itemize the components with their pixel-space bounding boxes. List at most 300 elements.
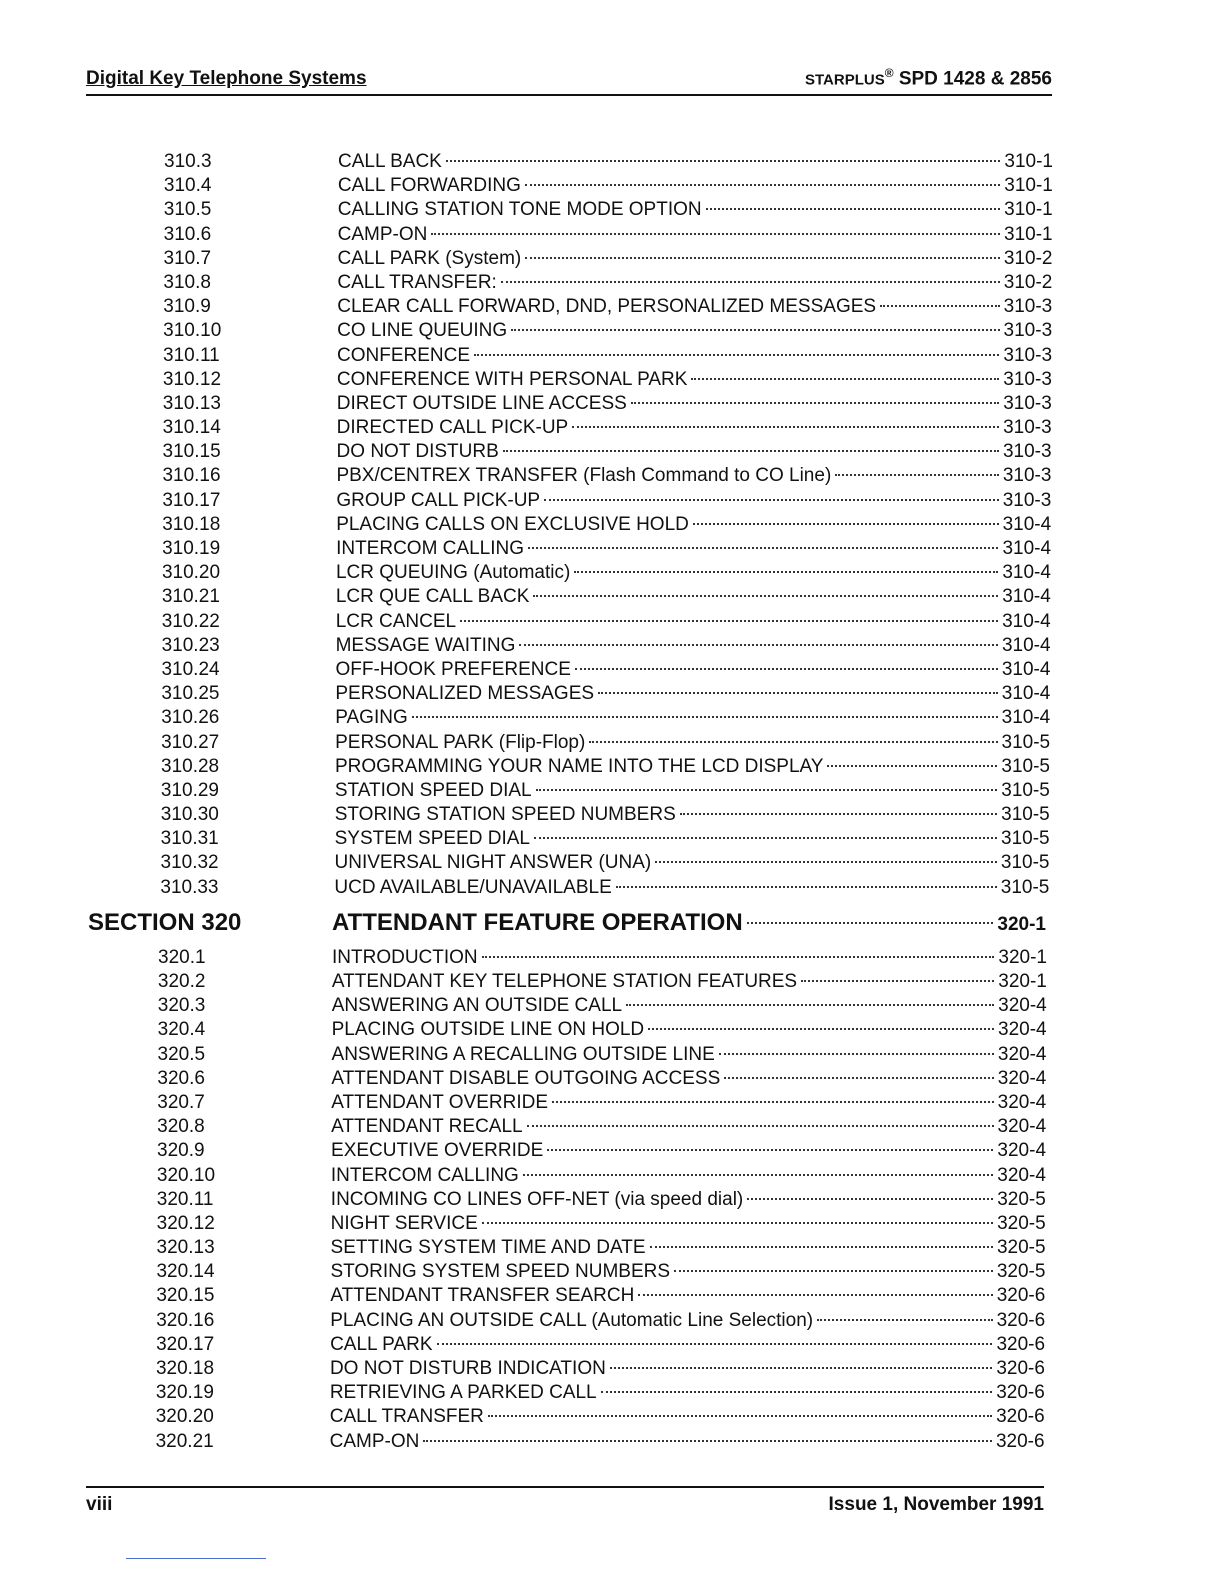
toc-row[interactable] xyxy=(0,319,1224,343)
entry-number: 320.11 xyxy=(156,1188,214,1210)
dot-leader xyxy=(525,257,1000,259)
entry-number: 310.20 xyxy=(161,562,221,584)
entry-page: 310-4 xyxy=(1001,658,1051,680)
entry-number: 310.33 xyxy=(160,876,219,898)
entry-title: PAGING xyxy=(335,707,408,729)
entry-page: 320-6 xyxy=(996,1333,1046,1355)
entry-number: 310.31 xyxy=(160,828,219,850)
entry-title-row xyxy=(331,1139,1046,1163)
entry-number: 320.5 xyxy=(157,1043,206,1065)
entry-title: DO NOT DISTURB INDICATION xyxy=(329,1358,606,1379)
dot-leader xyxy=(488,1415,992,1417)
entry-title-row xyxy=(336,537,1051,561)
toc-row[interactable] xyxy=(0,392,1224,416)
toc-row[interactable] xyxy=(0,706,1224,730)
dot-leader xyxy=(431,233,1000,235)
entry-title-row xyxy=(330,1260,1045,1284)
entry-title-row xyxy=(335,851,1050,875)
entry-page: 310-4 xyxy=(1001,707,1051,729)
toc-row[interactable] xyxy=(0,440,1224,464)
entry-page: 310-4 xyxy=(1001,634,1051,656)
entry-number: 320.6 xyxy=(157,1067,205,1089)
entry-title: EXECUTIVE OVERRIDE xyxy=(331,1140,544,1162)
dot-leader xyxy=(519,644,998,646)
entry-number: 310.22 xyxy=(161,610,220,632)
dot-leader xyxy=(638,1294,992,1296)
entry-page: 310-5 xyxy=(1001,731,1051,753)
entry-number: 320.3 xyxy=(157,995,206,1017)
toc-row[interactable] xyxy=(0,1260,1224,1284)
registered-mark: ® xyxy=(884,65,894,80)
entry-number: 310.6 xyxy=(163,223,212,245)
entry-title: PBX/CENTREX TRANSFER (Flash Command to CO Line) xyxy=(336,465,832,487)
toc-row[interactable] xyxy=(0,416,1224,440)
toc-row[interactable] xyxy=(0,779,1224,803)
entry-title: CALL FORWARDING xyxy=(337,175,521,197)
dot-leader xyxy=(626,1004,994,1006)
toc-row[interactable] xyxy=(0,1018,1224,1042)
entry-title: CONFERENCE xyxy=(337,344,471,366)
entry-number: 310.27 xyxy=(161,731,220,753)
dot-leader xyxy=(527,1125,994,1127)
entry-page: 320-1 xyxy=(998,946,1047,968)
toc-row[interactable] xyxy=(0,1309,1224,1333)
dot-leader xyxy=(616,886,997,888)
entry-page: 320-6 xyxy=(995,1430,1045,1452)
entry-title: INTRODUCTION xyxy=(332,946,478,968)
dot-leader xyxy=(547,1149,993,1151)
toc-row[interactable] xyxy=(0,1236,1224,1260)
entry-number: 310.17 xyxy=(162,489,221,511)
toc-row[interactable] xyxy=(0,1405,1224,1429)
entry-title-row xyxy=(330,1284,1045,1308)
entry-title-row xyxy=(337,319,1052,343)
entry-title: CALL TRANSFER: xyxy=(337,271,497,293)
toc-row[interactable] xyxy=(0,223,1224,247)
entry-title-row xyxy=(338,174,1053,198)
toc-row[interactable] xyxy=(0,561,1224,585)
dot-leader xyxy=(460,620,998,622)
dot-leader xyxy=(680,813,997,815)
toc-row[interactable] xyxy=(0,634,1224,658)
entry-page: 320-5 xyxy=(997,1212,1046,1234)
dot-leader xyxy=(482,956,995,958)
entry-page: 310-4 xyxy=(1002,513,1052,535)
header-product xyxy=(805,66,1052,90)
entry-number: 310.25 xyxy=(161,683,220,705)
toc-row[interactable] xyxy=(0,682,1224,706)
issue-date: Issue 1, November 1991 xyxy=(828,1494,1044,1515)
entry-number: 310.11 xyxy=(163,344,220,366)
entry-page: 310-1 xyxy=(1004,223,1053,245)
dot-leader xyxy=(706,208,1001,210)
entry-title: DO NOT DISTURB xyxy=(336,441,499,463)
entry-title-row xyxy=(335,658,1050,682)
entry-title: CALL BACK xyxy=(338,151,442,172)
dot-leader xyxy=(533,595,998,597)
entry-number: 310.28 xyxy=(161,755,220,777)
toc-row[interactable] xyxy=(0,1139,1224,1163)
dot-leader xyxy=(482,1222,993,1224)
entry-number: 310.29 xyxy=(160,779,219,801)
toc-row[interactable] xyxy=(0,1067,1224,1091)
entry-title: LCR QUEUING (Automatic) xyxy=(335,562,571,584)
entry-page: 310-5 xyxy=(1001,828,1050,850)
dot-leader xyxy=(446,160,1001,162)
table-of-contents xyxy=(0,150,1224,1454)
page-footer xyxy=(86,1486,1044,1518)
entry-page: 320-5 xyxy=(997,1188,1046,1210)
toc-row[interactable] xyxy=(0,1043,1224,1067)
entry-title-row xyxy=(330,1357,1045,1381)
dot-leader xyxy=(528,547,998,549)
entry-page: 320-4 xyxy=(997,1091,1047,1113)
dot-leader xyxy=(801,980,994,982)
entry-page: 320-6 xyxy=(996,1406,1045,1428)
entry-number: 310.19 xyxy=(162,538,221,559)
toc-row[interactable] xyxy=(0,1164,1224,1188)
dot-leader xyxy=(575,668,998,670)
toc-row[interactable] xyxy=(0,658,1224,682)
toc-row[interactable] xyxy=(0,513,1224,537)
dot-leader xyxy=(534,837,997,839)
toc-row[interactable] xyxy=(0,1284,1224,1308)
toc-row[interactable] xyxy=(0,344,1224,368)
entry-title-row xyxy=(331,1236,1046,1260)
entry-title-row xyxy=(336,634,1051,658)
entry-number: 320.16 xyxy=(156,1309,215,1331)
entry-title-row xyxy=(331,1212,1046,1236)
toc-row[interactable] xyxy=(0,537,1224,561)
entry-number: 320.19 xyxy=(155,1382,214,1404)
toc-row[interactable] xyxy=(0,1381,1224,1405)
dot-leader xyxy=(474,354,999,356)
entry-number: 310.14 xyxy=(162,417,221,439)
toc-row[interactable] xyxy=(0,1091,1224,1115)
entry-page: 310-3 xyxy=(1002,489,1052,511)
entry-number: 310.5 xyxy=(163,199,212,221)
toc-row[interactable] xyxy=(0,851,1224,875)
entry-page: 320-6 xyxy=(996,1285,1046,1307)
entry-number: 320.1 xyxy=(158,946,206,968)
entry-title: NIGHT SERVICE xyxy=(330,1212,478,1234)
entry-title: INTERCOM CALLING xyxy=(330,1164,519,1186)
entry-title: ATTENDANT TRANSFER SEARCH xyxy=(330,1285,635,1307)
dot-leader xyxy=(610,1367,993,1369)
entry-title: PROGRAMMING YOUR NAME INTO THE LCD DISPLAY xyxy=(335,755,824,777)
dot-leader xyxy=(747,1198,993,1200)
entry-number: 320.18 xyxy=(155,1358,215,1379)
entry-title: CALLING STATION TONE MODE OPTION xyxy=(337,199,702,221)
entry-number: 320.10 xyxy=(156,1164,216,1186)
entry-page: 320-6 xyxy=(996,1309,1046,1331)
entry-title-row xyxy=(330,1381,1045,1405)
entry-number: 320.21 xyxy=(155,1430,214,1452)
entry-title: CALL PARK (System) xyxy=(337,247,522,269)
entry-title-row xyxy=(337,368,1052,392)
dot-leader xyxy=(572,426,999,428)
brand-name: STARPLUS xyxy=(804,71,885,88)
entry-page: 310-2 xyxy=(1003,271,1053,293)
entry-number: 320.2 xyxy=(157,971,206,992)
entry-number: 310.15 xyxy=(162,441,221,463)
toc-row[interactable] xyxy=(0,247,1224,271)
entry-title-row xyxy=(338,223,1053,247)
dot-leader xyxy=(747,922,994,924)
toc-row[interactable] xyxy=(0,803,1224,827)
entry-number: 320.17 xyxy=(156,1333,215,1355)
entry-title-row xyxy=(335,706,1050,730)
entry-title: RETRIEVING A PARKED CALL xyxy=(329,1382,597,1404)
entry-title-row xyxy=(334,876,1049,900)
entry-title-row xyxy=(335,827,1050,851)
entry-page: 310-4 xyxy=(1002,538,1052,559)
toc-list-310 xyxy=(0,150,1224,900)
entry-title-row xyxy=(337,271,1052,295)
entry-title-row xyxy=(331,1115,1046,1139)
dot-leader xyxy=(724,1077,994,1079)
toc-row[interactable] xyxy=(0,271,1224,295)
entry-title: CAMP-ON xyxy=(337,223,428,245)
entry-page: 310-1 xyxy=(1004,199,1053,221)
entry-page: 310-1 xyxy=(1004,175,1053,197)
toc-row[interactable] xyxy=(0,150,1224,174)
entry-page: 310-5 xyxy=(1001,804,1050,826)
toc-row[interactable] xyxy=(0,489,1224,513)
entry-title-row xyxy=(332,946,1047,970)
dot-leader xyxy=(574,571,998,573)
section-title: ATTENDANT FEATURE OPERATION xyxy=(332,908,743,936)
entry-number: 310.30 xyxy=(160,804,219,826)
entry-number: 310.12 xyxy=(162,368,222,390)
entry-title: ATTENDANT RECALL xyxy=(331,1116,523,1138)
entry-title-row xyxy=(330,1430,1045,1454)
entry-title: ATTENDANT OVERRIDE xyxy=(331,1091,549,1113)
header-title: Digital Key Telephone Systems xyxy=(86,68,367,89)
entry-title: INTERCOM CALLING xyxy=(336,538,524,559)
entry-page: 320-4 xyxy=(997,1067,1047,1089)
entry-title-row xyxy=(338,247,1053,271)
entry-page: 320-4 xyxy=(997,1140,1047,1162)
entry-title: MESSAGE WAITING xyxy=(335,634,516,656)
entry-title-row xyxy=(331,1164,1046,1188)
entry-number: 320.9 xyxy=(157,1140,205,1162)
dot-leader xyxy=(693,523,999,525)
section-title-row[interactable] xyxy=(332,900,1046,948)
dot-leader xyxy=(719,1053,994,1055)
dot-leader xyxy=(817,1319,992,1321)
dot-leader xyxy=(601,1391,993,1393)
section-page: 320-1 xyxy=(997,913,1046,935)
entry-number: 320.7 xyxy=(157,1091,205,1113)
entry-title: PLACING CALLS ON EXCLUSIVE HOLD xyxy=(336,513,689,535)
entry-number: 310.18 xyxy=(162,513,221,535)
entry-page: 310-3 xyxy=(1003,344,1053,366)
entry-page: 320-4 xyxy=(998,995,1047,1017)
entry-title-row xyxy=(332,994,1047,1018)
entry-number: 310.26 xyxy=(161,707,220,729)
entry-title-row xyxy=(336,585,1051,609)
entry-number: 310.23 xyxy=(161,634,220,656)
toc-row[interactable] xyxy=(0,198,1224,222)
entry-page: 310-1 xyxy=(1004,151,1053,172)
entry-title-row xyxy=(330,1333,1045,1357)
entry-number: 310.3 xyxy=(164,151,212,172)
entry-number: 320.14 xyxy=(156,1261,215,1283)
entry-page: 310-5 xyxy=(1000,876,1050,898)
entry-page: 320-4 xyxy=(998,1019,1047,1041)
toc-row[interactable] xyxy=(0,174,1224,198)
entry-page: 310-3 xyxy=(1002,465,1052,487)
entry-title: OFF-HOOK PREFERENCE xyxy=(335,658,571,680)
entry-title: STORING STATION SPEED NUMBERS xyxy=(334,804,676,826)
dot-leader xyxy=(691,378,999,380)
dot-leader xyxy=(598,692,998,694)
toc-row[interactable] xyxy=(0,610,1224,634)
toc-row[interactable] xyxy=(0,368,1224,392)
dot-leader xyxy=(880,305,1000,307)
dot-leader xyxy=(423,1440,992,1442)
toc-row[interactable] xyxy=(0,1188,1224,1212)
dot-leader xyxy=(552,1101,994,1103)
entry-title: CONFERENCE WITH PERSONAL PARK xyxy=(336,368,688,390)
toc-row[interactable] xyxy=(0,1357,1224,1381)
entry-number: 310.21 xyxy=(161,586,220,608)
entry-title-row xyxy=(335,779,1050,803)
entry-title-row xyxy=(337,295,1052,319)
page-number: viii xyxy=(86,1494,113,1515)
toc-row[interactable] xyxy=(0,585,1224,609)
entry-title: LCR CANCEL xyxy=(335,610,457,632)
entry-title-row xyxy=(337,344,1052,368)
toc-row[interactable] xyxy=(0,876,1224,900)
toc-row[interactable] xyxy=(0,464,1224,488)
entry-title: CALL PARK xyxy=(330,1333,433,1355)
entry-title-row xyxy=(337,440,1052,464)
toc-row[interactable] xyxy=(0,946,1224,970)
entry-title-row xyxy=(336,489,1051,513)
entry-title: PLACING OUTSIDE LINE ON HOLD xyxy=(331,1019,645,1041)
entry-number: 310.10 xyxy=(163,320,222,342)
entry-title-row xyxy=(336,464,1051,488)
dot-leader xyxy=(525,184,1000,186)
entry-page: 310-4 xyxy=(1002,562,1051,584)
entry-title-row xyxy=(332,1043,1047,1067)
entry-title: STORING SYSTEM SPEED NUMBERS xyxy=(330,1261,671,1283)
entry-title: INCOMING CO LINES OFF-NET (via speed dial) xyxy=(330,1188,744,1210)
dot-leader xyxy=(536,789,998,791)
entry-number: 320.8 xyxy=(157,1116,205,1138)
entry-title: UCD AVAILABLE/UNAVAILABLE xyxy=(334,876,612,898)
entry-page: 320-5 xyxy=(996,1237,1046,1259)
toc-row[interactable] xyxy=(0,1333,1224,1357)
entry-title-row xyxy=(335,731,1050,755)
entry-title: CAMP-ON xyxy=(329,1430,420,1452)
entry-title: DIRECT OUTSIDE LINE ACCESS xyxy=(336,392,627,414)
toc-row[interactable] xyxy=(0,755,1224,779)
entry-page: 310-3 xyxy=(1003,320,1053,342)
dot-leader xyxy=(827,765,997,767)
entry-title-row xyxy=(332,1018,1047,1042)
entry-page: 310-3 xyxy=(1003,417,1052,439)
toc-row[interactable] xyxy=(0,1430,1224,1454)
entry-title: ANSWERING A RECALLING OUTSIDE LINE xyxy=(331,1043,715,1065)
entry-title-row xyxy=(330,1309,1045,1333)
dot-leader xyxy=(503,450,999,452)
entry-page: 310-5 xyxy=(1000,852,1050,874)
toc-row[interactable] xyxy=(0,1212,1224,1236)
entry-page: 310-2 xyxy=(1003,247,1053,269)
dot-leader xyxy=(511,329,999,331)
entry-title: UNIVERSAL NIGHT ANSWER (UNA) xyxy=(334,852,652,874)
entry-title: PLACING AN OUTSIDE CALL (Automatic Line Selection) xyxy=(330,1309,814,1331)
entry-page: 320-1 xyxy=(998,971,1047,992)
dot-leader xyxy=(589,741,997,743)
entry-title: ATTENDANT DISABLE OUTGOING ACCESS xyxy=(331,1067,721,1089)
section-label: SECTION 320 xyxy=(88,908,242,936)
dot-leader xyxy=(523,1174,993,1176)
entry-title: CALL TRANSFER xyxy=(329,1406,484,1428)
entry-page: 310-4 xyxy=(1001,683,1051,705)
entry-page: 310-3 xyxy=(1002,441,1052,463)
toc-row[interactable] xyxy=(0,827,1224,851)
entry-page: 320-4 xyxy=(997,1116,1047,1138)
entry-number: 320.15 xyxy=(156,1285,215,1307)
entry-title: CLEAR CALL FORWARD, DND, PERSONALIZED MESSAGES xyxy=(337,296,877,318)
entry-page: 310-3 xyxy=(1003,368,1052,390)
entry-title-row xyxy=(335,682,1050,706)
entry-title: SETTING SYSTEM TIME AND DATE xyxy=(330,1237,646,1259)
entry-title-row xyxy=(331,1091,1046,1115)
toc-row[interactable] xyxy=(0,1115,1224,1139)
dot-leader xyxy=(631,402,999,404)
entry-title: CO LINE QUEUING xyxy=(337,320,508,342)
toc-row[interactable] xyxy=(0,295,1224,319)
dot-leader xyxy=(437,1343,993,1345)
entry-title-row xyxy=(332,970,1047,994)
dot-leader xyxy=(655,861,997,863)
entry-title-row xyxy=(335,755,1050,779)
entry-title-row xyxy=(331,1188,1046,1212)
entry-page: 310-5 xyxy=(1001,755,1050,777)
entry-number: 310.24 xyxy=(161,658,220,680)
entry-title-row xyxy=(338,150,1053,174)
entry-page: 320-4 xyxy=(997,1043,1047,1065)
entry-page: 310-5 xyxy=(1001,779,1050,801)
entry-title: ATTENDANT KEY TELEPHONE STATION FEATURES xyxy=(331,971,798,992)
entry-title-row xyxy=(337,416,1052,440)
section-heading-320 xyxy=(0,900,1224,946)
toc-row[interactable] xyxy=(0,970,1224,994)
entry-title-row xyxy=(337,392,1052,416)
entry-title-row xyxy=(336,610,1051,634)
toc-row[interactable] xyxy=(0,994,1224,1018)
entry-title-row xyxy=(338,198,1053,222)
entry-page: 310-3 xyxy=(1003,296,1053,318)
dot-leader xyxy=(650,1246,993,1248)
entry-page: 310-4 xyxy=(1002,610,1051,632)
entry-title: LCR QUE CALL BACK xyxy=(335,586,530,608)
toc-list-320 xyxy=(0,946,1224,1454)
entry-title: ANSWERING AN OUTSIDE CALL xyxy=(331,995,623,1017)
entry-number: 320.4 xyxy=(157,1019,206,1041)
entry-number: 320.20 xyxy=(155,1406,214,1428)
entry-title: STATION SPEED DIAL xyxy=(334,779,532,801)
toc-row[interactable] xyxy=(0,731,1224,755)
entry-number: 310.13 xyxy=(162,392,221,414)
entry-number: 310.16 xyxy=(162,465,221,487)
entry-title: SYSTEM SPEED DIAL xyxy=(334,828,530,850)
